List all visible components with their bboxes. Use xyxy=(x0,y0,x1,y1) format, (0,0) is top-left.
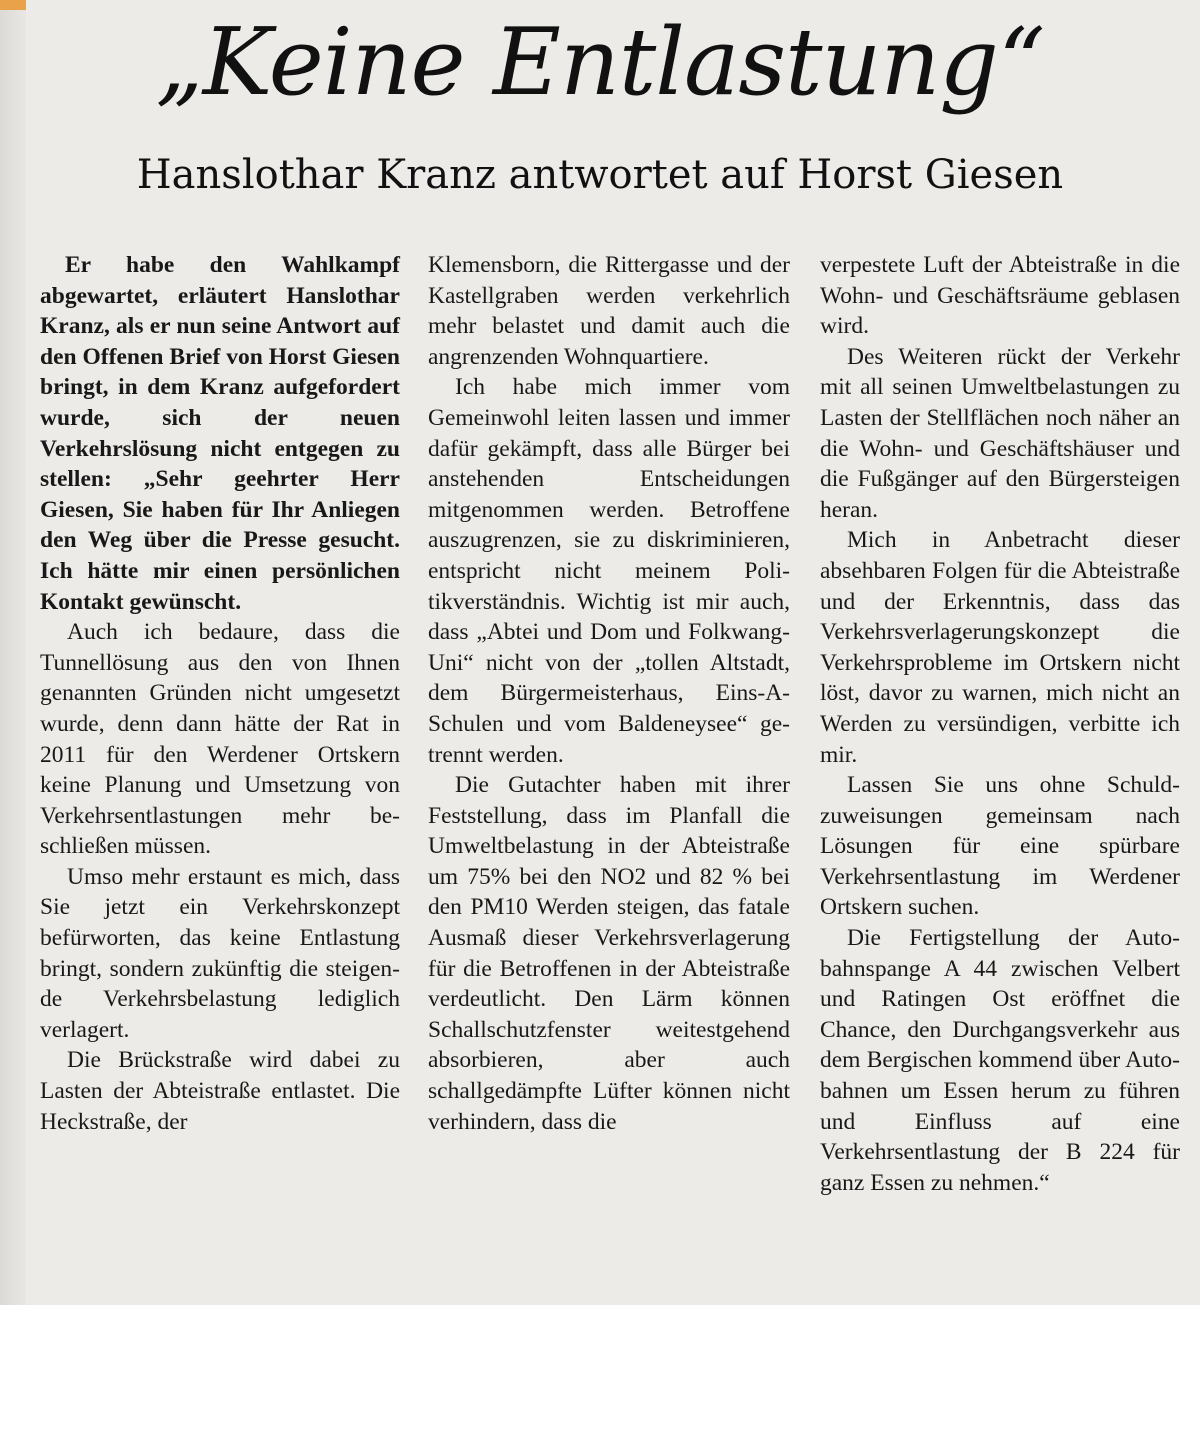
body-paragraph: Umso mehr erstaunt es mich, dass Sie jetzt ein Verkehrskonzept befürworten, das keine Entlastung bringt, sondern zukünftig die steigende Verkehrsbelastung lediglich verlagert. xyxy=(40,863,400,1043)
article-body xyxy=(40,250,1180,1290)
body-paragraph: Die Brückstraße wird dabei zu Lasten der Abteistraße entlastet. Die Heckstraße, der xyxy=(40,1047,400,1135)
article-subheadline: Hanslothar Kranz antwortet auf Horst Giesen xyxy=(136,152,1064,198)
body-paragraph: Die Fertigstellung der Autobahnspange A 44 zwischen Velbert und Ratingen Ost eröffnet die Chance, den Durchgangsverkehr aus dem Bergischen kommend über Autobahnen um Essen herum zu führen und Einfluss auf eine Verkehrsentlastung der B 224 für ganz Essen zu nehmen.“ xyxy=(820,925,1180,1196)
body-paragraph: Lassen Sie uns ohne Schuldzuweisungen gemeinsam nach Lösungen für eine spürbare Verkehrsentlastung im Werdener Ortskern suchen. xyxy=(820,772,1180,921)
body-paragraph: Die Gutachter haben mit ihrer Feststellung, dass im Planfall die Umweltbelastung in der Abteistraße um 75% bei den NO2 und 82 % bei den PM10 Werden steigen, das fatale Ausmaß dieser Verkehrsverlagerung für die Betroffenen in der Abteistraße verdeutlicht. Den Lärm können Schallschutzfenster weitestgehend absorbieren, aber auch schallgedämpfte Lüfter können nicht verhindern, dass die xyxy=(428,772,790,1135)
body-paragraph: Mich in Anbetracht dieser absehbaren Folgen für die Abteistraße und der Erkenntnis, dass das Verkehrsverlagerungskonzept die Verkehrsprobleme im Ortskern nicht löst, davor zu warnen, mich nicht an Werden zu versündigen, verbitte ich mir. xyxy=(820,527,1180,768)
text-column-2 xyxy=(428,250,790,1137)
lead-paragraph: Er habe den Wahlkampf abgewartet, erläutert Hanslothar Kranz, als er nun seine Antwort auf den Offenen Brief von Horst Giesen bringt, in dem Kranz aufgefordert wurde, sich der neuen Verkehrslösung nicht entgegen zu stellen: „Sehr geehrter Herr Giesen, Sie haben für Ihr Anliegen den Weg über die Presse gesucht. Ich hätte mir einen persönlichen Kontakt gewünscht. xyxy=(40,252,400,615)
color-edge-mark xyxy=(0,0,26,10)
text-column-1 xyxy=(40,250,400,1137)
body-paragraph: Auch ich bedaure, dass die Tunnellösung aus den von Ihnen genannten Gründen nicht umgesetzt wurde, denn dann hätte der Rat in 2011 für den Werdener Ortskern keine Planung und Umsetzung von Verkehrsentlastungen mehr beschließen müssen. xyxy=(40,619,400,860)
article-headline: „Keine Entlastung“ xyxy=(155,8,1045,116)
body-paragraph: verpestete Luft der Abteistraße in die Wohn- und Geschäftsräume geblasen wird. xyxy=(820,252,1180,340)
body-paragraph: Ich habe mich immer vom Gemeinwohl leiten lassen und immer dafür gekämpft, dass alle Bürger bei anstehenden Entscheidungen mitgenommen werden. Betroffene auszugrenzen, sie zu diskriminieren, entspricht nicht meinem Politikverständnis. Wichtig ist mir auch, dass „Abtei und Dom und Folkwang-Uni“ nicht von der „tollen Altstadt, dem Bürgermeisterhaus, Eins-A-Schulen und vom Baldeneysee“ getrennt werden. xyxy=(428,374,790,768)
body-paragraph: Klemensborn, die Rittergasse und der Kastellgraben werden verkehrlich mehr belastet und damit auch die angrenzenden Wohnquartiere. xyxy=(428,252,790,370)
text-column-3 xyxy=(820,250,1180,1198)
body-paragraph: Des Weiteren rückt der Verkehr mit all seinen Umweltbelastungen zu Lasten der Stellflächen noch näher an die Wohn- und Geschäftshäuser und die Fußgänger auf den Bürgersteigen heran. xyxy=(820,343,1180,523)
